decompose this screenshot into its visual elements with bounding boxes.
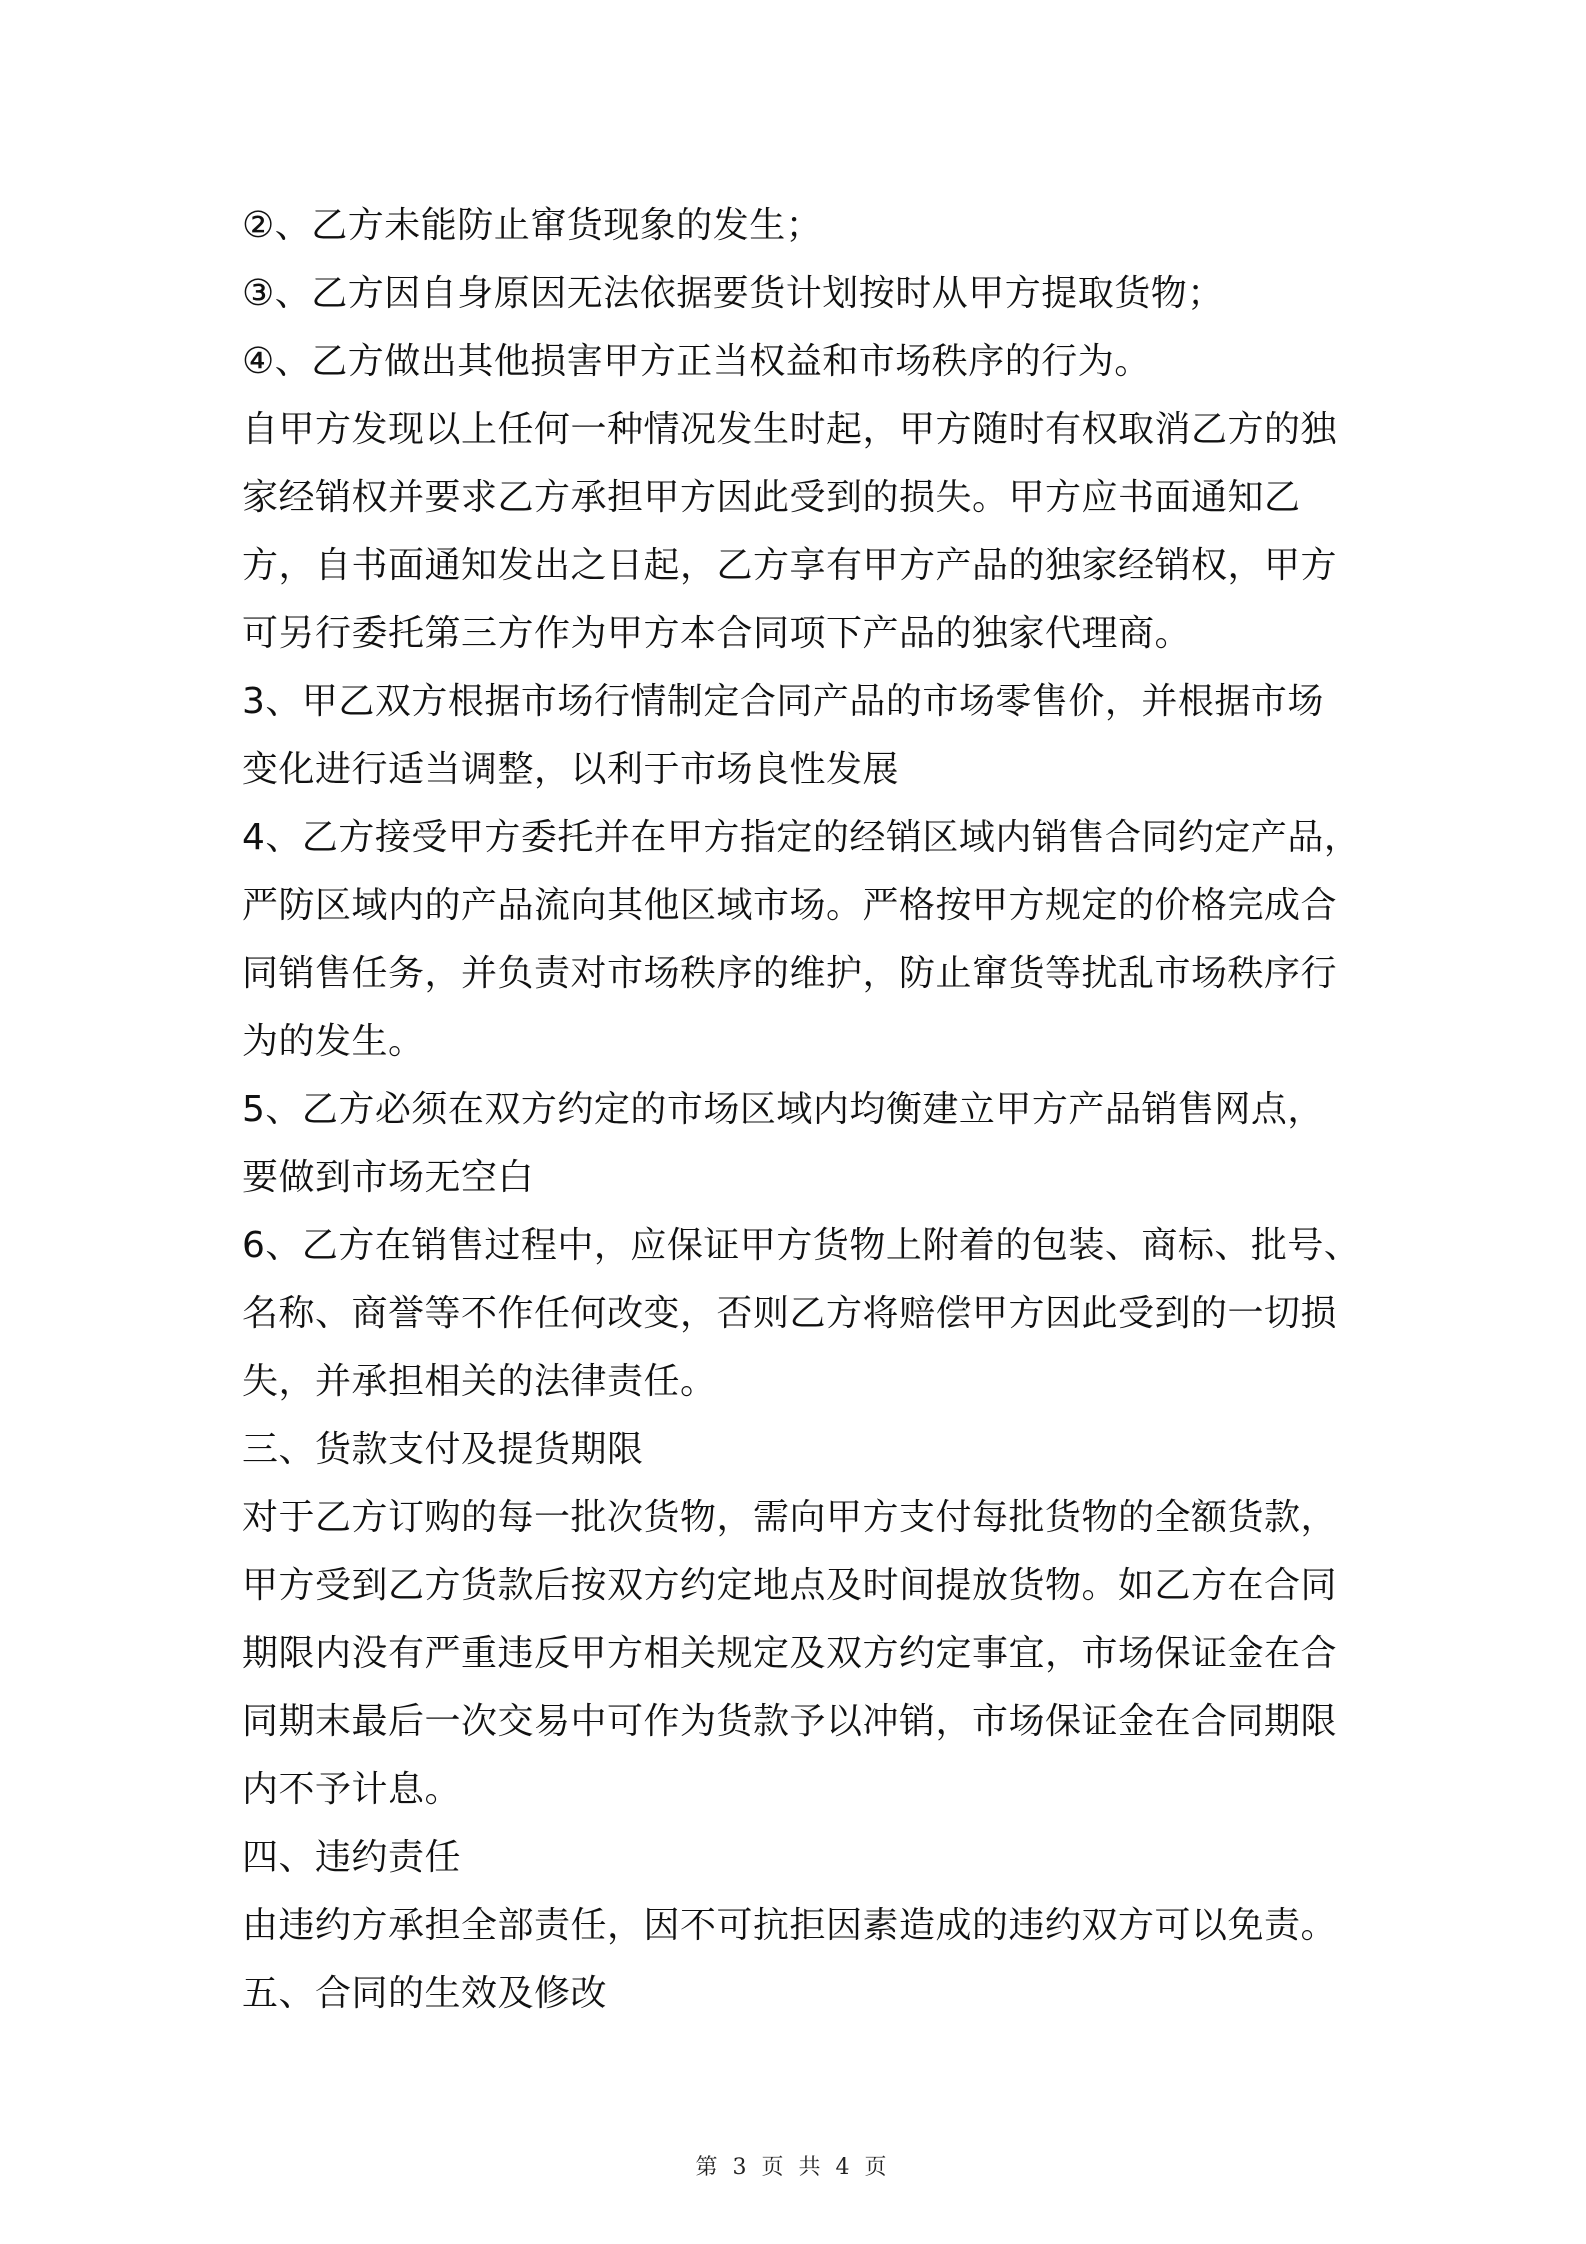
text-line: 自甲方发现以上任何一种情况发生时起，甲方随时有权取消乙方的独 (242, 409, 1338, 450)
text-line: 方，自书面通知发出之日起，乙方享有甲方产品的独家经销权，甲方 (242, 545, 1338, 586)
page-number-footer: 第 3 页 共 4 页 (695, 2155, 891, 2180)
text-line: 可另行委托第三方作为甲方本合同项下产品的独家代理商。 (242, 613, 1192, 654)
text-line: 5、乙方必须在双方约定的市场区域内均衡建立甲方产品销售网点， (242, 1089, 1324, 1130)
text-line: 名称、商誉等不作任何改变，否则乙方将赔偿甲方因此受到的一切损 (242, 1293, 1338, 1334)
text-line: 要做到市场无空白 (242, 1157, 535, 1198)
text-line: 同期末最后一次交易中可作为货款予以冲销，市场保证金在合同期限 (242, 1701, 1338, 1742)
paragraph (242, 396, 1362, 668)
paragraph (242, 192, 1362, 260)
text-line: 五、合同的生效及修改 (242, 1973, 608, 2014)
text-line: 内不予计息。 (242, 1769, 462, 1810)
text-line: 甲方受到乙方货款后按双方约定地点及时间提放货物。如乙方在合同 (242, 1565, 1338, 1606)
paragraph (242, 328, 1362, 396)
paragraph (242, 1960, 1362, 2028)
text-line: 由违约方承担全部责任，因不可抗拒因素造成的违约双方可以免责。 (242, 1905, 1338, 1946)
text-line: 4、乙方接受甲方委托并在甲方指定的经销区域内销售合同约定产品， (242, 817, 1361, 858)
paragraph (242, 1212, 1362, 1416)
text-line: 对于乙方订购的每一批次货物，需向甲方支付每批货物的全额货款， (242, 1497, 1338, 1538)
text-line: 6、乙方在销售过程中，应保证甲方货物上附着的包装、商标、批号、 (242, 1225, 1361, 1266)
paragraph (242, 804, 1362, 1076)
text-line: 四、违约责任 (242, 1837, 462, 1878)
text-line: 变化进行适当调整，以利于市场良性发展 (242, 749, 900, 790)
paragraph (242, 1892, 1362, 1960)
text-line: 严防区域内的产品流向其他区域市场。严格按甲方规定的价格完成合 (242, 885, 1338, 926)
text-line: 同销售任务，并负责对市场秩序的维护，防止窜货等扰乱市场秩序行 (242, 953, 1338, 994)
paragraph (242, 260, 1362, 328)
paragraph (242, 1416, 1362, 1484)
text-line: 家经销权并要求乙方承担甲方因此受到的损失。甲方应书面通知乙 (242, 477, 1301, 518)
text-line: ④、乙方做出其他损害甲方正当权益和市场秩序的行为。 (242, 341, 1151, 382)
paragraph (242, 1484, 1362, 1824)
text-line: ③、乙方因自身原因无法依据要货计划按时从甲方提取货物； (242, 273, 1224, 314)
text-line: 为的发生。 (242, 1021, 425, 1062)
text-line: 3、甲乙双方根据市场行情制定合同产品的市场零售价，并根据市场 (242, 681, 1324, 722)
text-line: ②、乙方未能防止窜货现象的发生； (242, 205, 823, 246)
paragraph (242, 668, 1362, 804)
paragraph (242, 1824, 1362, 1892)
paragraph (242, 1076, 1362, 1212)
text-line: 期限内没有严重违反甲方相关规定及双方约定事宜，市场保证金在合 (242, 1633, 1338, 1674)
text-line: 三、货款支付及提货期限 (242, 1429, 644, 1470)
text-line: 失，并承担相关的法律责任。 (242, 1361, 717, 1402)
document-body (242, 192, 1362, 2028)
